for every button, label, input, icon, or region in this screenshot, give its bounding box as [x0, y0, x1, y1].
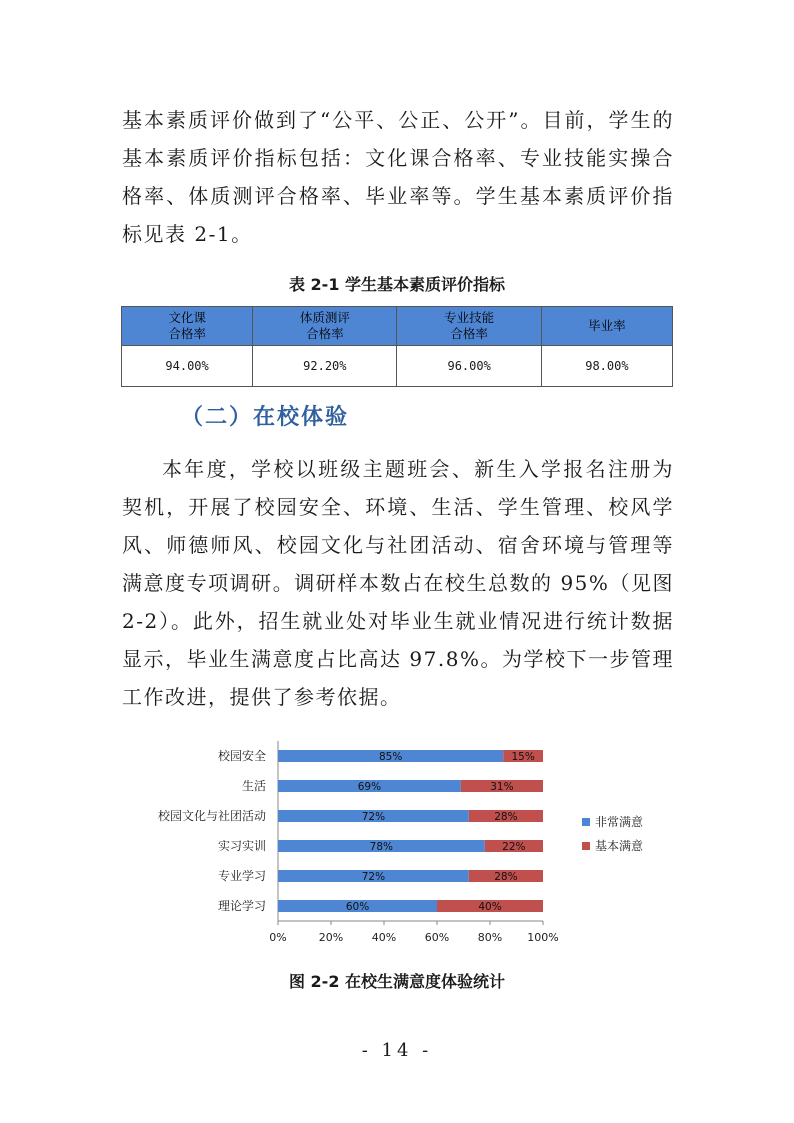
legend-swatch [582, 818, 590, 826]
page-number: - 14 - [361, 1040, 433, 1061]
x-tick-label: 0% [269, 931, 287, 944]
legend-swatch [582, 842, 590, 850]
data-label: 78% [369, 841, 394, 853]
header-physical-pass-rate: 体质测评 合格率 [253, 307, 397, 346]
category-label: 专业学习 [217, 869, 266, 883]
data-label: 69% [357, 781, 382, 793]
header-skill-pass-rate: 专业技能 合格率 [397, 307, 541, 346]
x-tick-label: 100% [527, 931, 559, 944]
header-graduation-rate: 毕业率 [541, 307, 672, 346]
header-culture-pass-rate: 文化课 合格率 [122, 307, 253, 346]
value-graduation-rate: 98.00% [541, 346, 672, 387]
data-label: 85% [378, 751, 403, 763]
evaluation-index-table [121, 306, 673, 387]
value-physical-pass-rate: 92.20% [253, 346, 397, 387]
data-label: 22% [502, 841, 526, 853]
category-label: 生活 [241, 779, 266, 793]
category-label: 校园文化与社团活动 [157, 809, 266, 823]
table-row [122, 346, 673, 387]
data-label: 72% [361, 871, 386, 883]
figure-caption: 图 2-2 在校生满意度体验统计 [288, 972, 506, 991]
data-label: 28% [494, 871, 518, 883]
data-label: 72% [361, 811, 386, 823]
data-label: 60% [345, 901, 370, 913]
legend-label: 非常满意 [595, 815, 644, 829]
intro-paragraph: 基本素质评价做到了“公平、公正、公开”。目前，学生的基本素质评价指标包括：文化课合格率、专业技能实操合格率、体质测评合格率、毕业率等。学生基本素质评价指标见表 2-1。 [122, 108, 674, 246]
data-label: 31% [490, 781, 514, 793]
satisfaction-chart [140, 735, 660, 945]
x-tick-label: 20% [318, 931, 344, 944]
table-caption: 表 2-1 学生基本素质评价指标 [288, 275, 506, 294]
value-skill-pass-rate: 96.00% [397, 346, 541, 387]
category-label: 理论学习 [217, 899, 266, 913]
table-header-row [122, 307, 673, 346]
section-heading: （二）在校体验 [181, 405, 350, 430]
x-tick-label: 40% [371, 931, 397, 944]
data-label: 15% [511, 751, 535, 763]
category-label: 实习实训 [217, 839, 266, 853]
data-label: 28% [494, 811, 518, 823]
data-label: 40% [478, 901, 502, 913]
category-label: 校园安全 [217, 749, 266, 763]
value-culture-pass-rate: 94.00% [122, 346, 253, 387]
legend-label: 基本满意 [595, 839, 644, 853]
x-tick-label: 60% [424, 931, 450, 944]
experience-paragraph: 本年度，学校以班级主题班会、新生入学报名注册为契机，开展了校园安全、环境、生活、学生管理、校风学风、师德师风、校园文化与社团活动、宿舍环境与管理等满意度专项调研。调研样本数占在校生总数的 95%（见图 2-2）。此外，招生就业处对毕业生就业情况进行统计数据显示，毕业生满意度占比高达 97.8%。为学校下一步管理工作改进，提供了参考依据。 [122, 457, 674, 709]
x-tick-label: 80% [477, 931, 503, 944]
